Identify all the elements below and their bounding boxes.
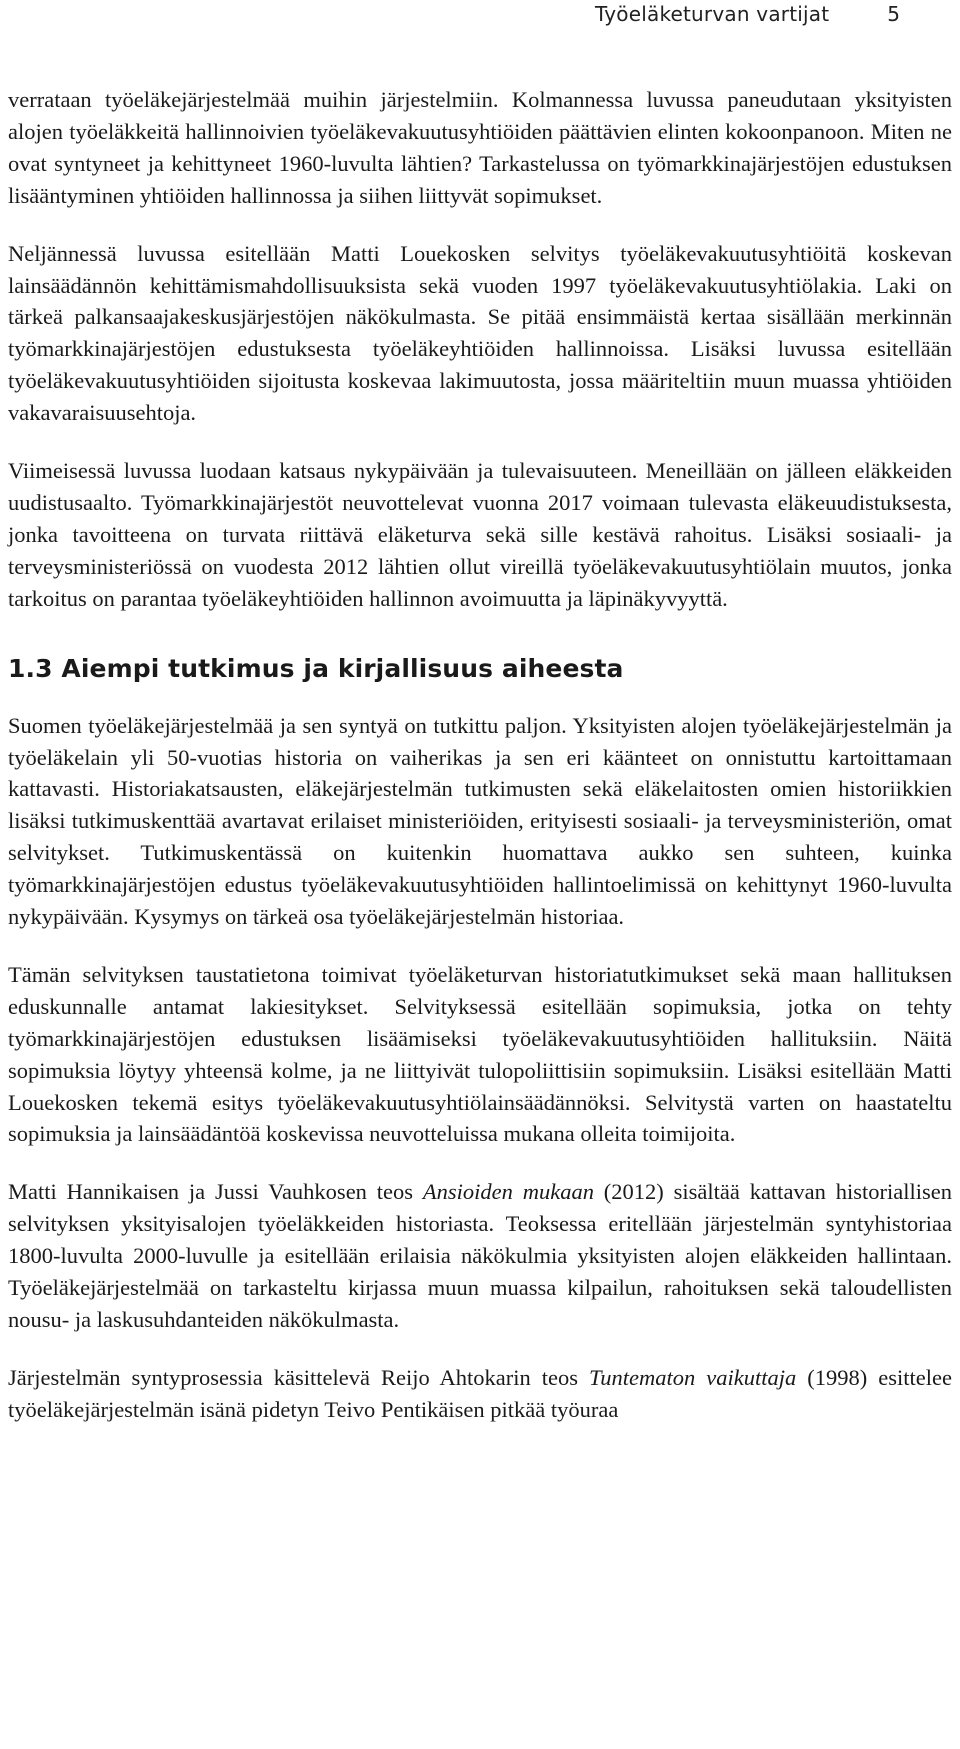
section-heading: 1.3 Aiempi tutkimus ja kirjallisuus aiheesta [8, 653, 624, 683]
text-run: (2012) sisältää kattavan historiallisen selvityksen yksityisalojen työeläkkeiden historiasta. Teoksessa eritellään järjestelmän syntyhistoriaa 1800-luvulta 2000-luvulle ja esitellään erilaisia näkökulmia yksityisten alojen eläkkeiden hallintaan. Työeläkejärjestelmää on tarkasteltu kirjassa muun muassa kilpailun, rahoituksen sekä taloudellisten nousu- ja laskusuhdanteiden näkökulmasta. [8, 1179, 952, 1332]
text-run: Järjestelmän syntyprosessia käsittelevä Reijo Ahtokarin teos [8, 1364, 589, 1390]
text-run: (1998) esittelee työeläkejärjestelmän isänä pidetyn Teivo Pentikäisen pitkää työuraa [8, 1364, 952, 1422]
paragraph-ahtokari [8, 1362, 952, 1426]
paragraph-chapter-overview: verrataan työeläkejärjestelmää muihin järjestelmiin. Kolmannessa luvussa paneudutaan yksityisten alojen työeläkkeitä hallinnoivien työeläkevakuutusyhtiöiden päättävien elinten kokoonpanoon. Miten ne ovat syntyneet ja kehittyneet 1960-luvulta lähtien? Tarkastelussa on työmarkkinajärjestöjen edustuksen lisääntyminen yhtiöiden hallinnossa ja siihen liittyvät sopimukset. [8, 87, 952, 208]
book-title: Tuntematon vaikuttaja [589, 1364, 797, 1390]
paragraph-final-chapter: Viimeisessä luvussa luodaan katsaus nykypäivään ja tulevaisuuteen. Meneillään on jälleen eläkkeiden uudistusaalto. Työmarkkinajärjestöt neuvottelevat vuonna 2017 voimaan tulevasta eläkeuudistuksesta, jonka tavoitteena on turvata riittävä eläketurva sekä sille kestävä rahoitus. Lisäksi sosiaali- ja terveysministeriössä on vuodesta 2012 lähtien ollut vireillä työeläkevakuutusyhtiölain muutos, jonka tarkoitus on parantaa työeläkeyhtiöiden hallinnon avoimuutta ja läpinäkyvyyttä. [8, 458, 952, 611]
running-header [595, 2, 900, 26]
paragraph-background-sources: Tämän selvityksen taustatietona toimivat työeläketurvan historiatutkimukset sekä maan hallituksen eduskunnalle antamat lakiesitykset. Selvityksessä esitellään sopimuksia, jotka on tehty työmarkkinajärjestöjen edustuksen lisäämiseksi työeläkevakuutusyhtiöiden hallituksiin. Näitä sopimuksia löytyy yhteensä kolme, ja ne liittyivät tulopoliittisiin sopimuksiin. Lisäksi esitellään Matti Louekosken tekemä esitys työeläkevakuutusyhtiölainsäädännöksi. Selvitystä varten on haastateltu sopimuksia ja lainsäädäntöä koskevissa neuvotteluissa mukana olleita toimijoita. [8, 961, 952, 1147]
page-number: 5 [887, 2, 900, 26]
running-header-title: Työeläketurvan vartijat [594, 2, 830, 26]
body-text [8, 84, 952, 1452]
paragraph-research-overview: Suomen työeläkejärjestelmää ja sen syntyä on tutkittu paljon. Yksityisten alojen työeläkejärjestelmän ja työeläkelain yli 50-vuotias historia on vaiherikas ja sen eri käänteet on onnistuttu kartoittamaan kattavasti. Historiakatsausten, eläkejärjestelmän tutkimusten sekä eläkelaitosten omien historiikkien lisäksi tutkimuskenttää avartavat erilaiset ministeriöiden, erityisesti sosiaali- ja terveysministeriön, omat selvitykset. Tutkimuskentässä on kuitenkin huomattava aukko sen suhteen, kuinka työmarkkinajärjestöjen edustus työeläkevakuutusyhtiöiden hallintoelimissä on kehittynyt 1960-luvulta nykypäivään. Kysymys on tärkeä osa työeläkejärjestelmän historiaa. [8, 712, 952, 930]
book-title: Ansioiden mukaan [422, 1179, 594, 1205]
paragraph-hannikainen-vauhkonen [8, 1176, 952, 1336]
text-run: Matti Hannikaisen ja Jussi Vauhkosen teos [8, 1179, 423, 1205]
paragraph-chapter-four: Neljännessä luvussa esitellään Matti Louekosken selvitys työeläkevakuutusyhtiöitä koskevan lainsäädännön kehittämismahdollisuuksista sekä vuoden 1997 työeläkevakuutusyhtiölakia. Laki on tärkeä palkansaajakeskusjärjestöjen näkökulmasta. Se pitää ensimmäistä kertaa sisällään merkinnän työmarkkinajärjestöjen edustuksesta työeläkeyhtiöiden hallinnoissa. Lisäksi luvussa esitellään työeläkevakuutusyhtiöiden sijoitusta koskevaa lakimuutosta, jossa määriteltiin muun muassa yhtiöiden vakavaraisuusehtoja. [8, 240, 952, 426]
